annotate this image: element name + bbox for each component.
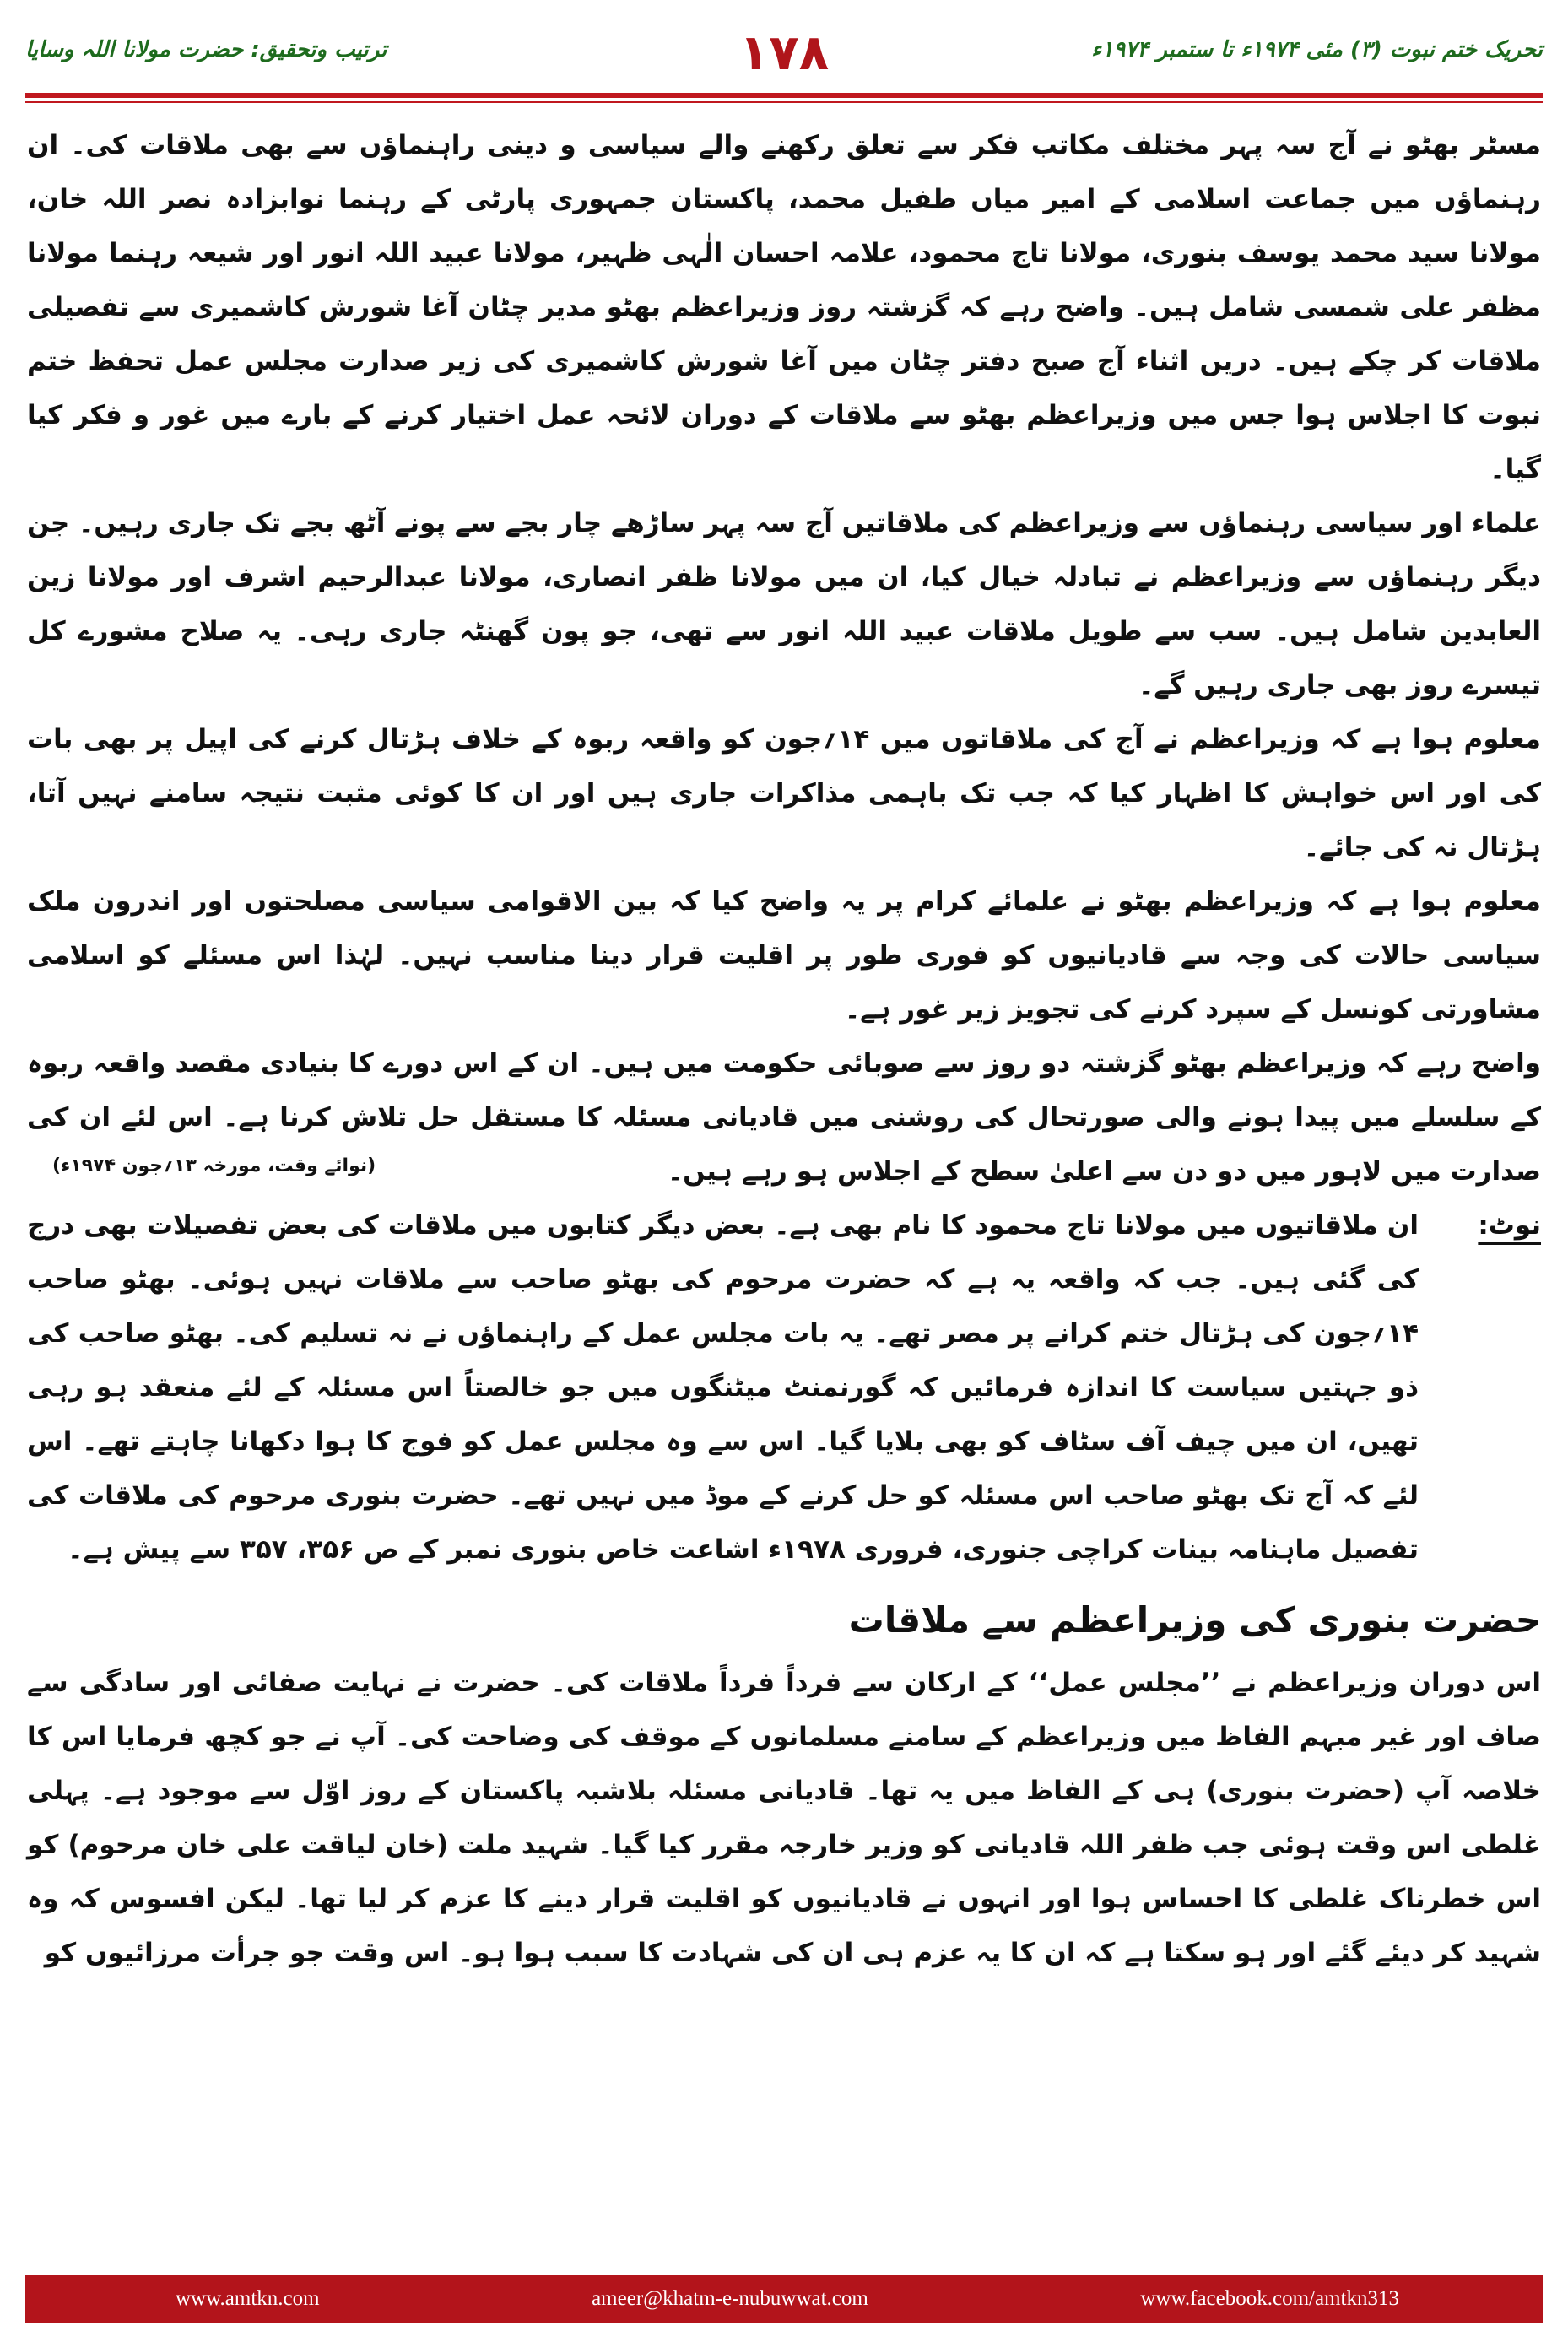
paragraph-3: معلوم ہوا ہے کہ وزیراعظم نے آج کی ملاقاتوں میں ۱۴؍جون کو واقعہ ربوہ کے خلاف ہڑتال کرنے کی اپیل پر بھی بات کی اور اس خواہش کا اظہار کیا کہ جب تک باہمی مذاکرات جاری ہیں اور ان کا کوئی مثبت نتیجہ سامنے نہیں آتا، ہڑتال نہ کی جائے۔ [27, 724, 1541, 863]
compiler-credit: ترتیب وتحقیق: حضرت مولانا اللہ وسایا [25, 37, 387, 62]
section-heading: حضرت بنوری کی وزیراعظم سے ملاقات [848, 1599, 1541, 1641]
page-content [27, 118, 1541, 1980]
page-number: ۱۷۸ [738, 24, 830, 81]
website-link[interactable]: www.amtkn.com [176, 2287, 320, 2310]
page-footer [25, 2275, 1543, 2323]
note-text: ان ملاقاتیوں میں مولانا تاج محمود کا نام بھی ہے۔ بعض دیگر کتابوں میں ملاقات کی بعض تفصیلات بھی درج کی گئی ہیں۔ جب کہ واقعہ یہ ہے کہ حضرت مرحوم کی بھٹو صاحب سے ملاقات نہیں ہوئی۔ بھٹو صاحب ۱۴؍جون کی ہڑتال ختم کرانے پر مصر تھے۔ یہ بات مجلس عمل کے راہنماؤں نے نہ تسلیم کی۔ بھٹو صاحب کی ذو جہتیں سیاست کا اندازہ فرمائیں کہ گورنمنٹ میٹنگوں میں جو خالصتاً اس مسئلہ کے لئے منعقد ہو رہی تھیں، ان میں چیف آف سٹاف کو بھی بلایا گیا۔ اس سے وہ مجلس عمل کو فوج کا ہوا دکھانا چاہتے تھے۔ اس لئے کہ آج تک بھٹو صاحب اس مسئلہ کو حل کرنے کے موڈ میں نہیں تھے۔ حضرت بنوری مرحوم کی ملاقات کی تفصیل ماہنامہ بینات کراچی جنوری، فروری ۱۹۷۸ء اشاعت خاص بنوری نمبر کے ص ۳۵۶، ۳۵۷ سے پیش ہے۔ [27, 1210, 1419, 1565]
note-label: نوٹ: [1478, 1210, 1541, 1241]
paragraph-2: علماء اور سیاسی رہنماؤں سے وزیراعظم کی ملاقاتیں آج سہ پہر ساڑھے چار بجے سے پونے آٹھ بجے تک جاری رہیں۔ جن دیگر رہنماؤں سے وزیراعظم نے تبادلہ خیال کیا، ان میں مولانا ظفر انصاری، مولانا عبدالرحیم اشرف اور مولانا زین العابدین شامل ہیں۔ سب سے طویل ملاقات عبید اللہ انور سے تھی، جو پون گھنٹہ جاری رہی۔ یہ صلاح مشورے کل تیسرے روز بھی جاری رہیں گے۔ [27, 508, 1541, 700]
header-divider [25, 93, 1543, 98]
paragraph-5: واضح رہے کہ وزیراعظم بھٹو گزشتہ دو روز سے صوبائی حکومت میں ہیں۔ ان کے اس دورے کا بنیادی مقصد واقعہ ربوہ کے سلسلے میں پیدا ہونے والی صورتحال کی روشنی میں قادیانی مسئلہ کا مستقل حل تلاش کرنا ہے۔ اس لئے ان کی صدارت میں لاہور میں دو دن سے اعلیٰ سطح کے اجلاس ہو رہے ہیں۔ [27, 1048, 1541, 1187]
section-paragraph: اس دوران وزیراعظم نے ’’مجلس عمل‘‘ کے ارکان سے فرداً فرداً ملاقات کی۔ حضرت نے نہایت صفائی اور سادگی سے صاف اور غیر مبہم الفاظ میں وزیراعظم کے سامنے مسلمانوں کے موقف کی وضاحت کی۔ آپ نے جو کچھ فرمایا اس کا خلاصہ آپ (حضرت بنوری) ہی کے الفاظ میں یہ تھا۔ قادیانی مسئلہ بلاشبہ پاکستان کے روز اوّل سے موجود ہے۔ پہلی غلطی اس وقت ہوئی جب ظفر اللہ قادیانی کو وزیر خارجہ مقرر کیا گیا۔ شہید ملت (خان لیاقت علی خان مرحوم) کو اس خطرناک غلطی کا احساس ہوا اور انہوں نے قادیانیوں کو اقلیت قرار دینے کا عزم کر لیا تھا۔ لیکن افسوس کہ وہ شہید کر دیئے گئے اور ہو سکتا ہے کہ ان کا یہ عزم ہی ان کی شہادت کا سبب ہوا ہو۔ اس وقت جو جرأت مرزائیوں کو [27, 1668, 1541, 1968]
paragraph-5-block [27, 1036, 1541, 1198]
email-link[interactable]: ameer@khatm-e-nubuwwat.com [592, 2287, 868, 2310]
paragraph-1: مسٹر بھٹو نے آج سہ پہر مختلف مکاتب فکر سے تعلق رکھنے والے سیاسی و دینی راہنماؤں سے بھی ملاقات کی۔ ان رہنماؤں میں جماعت اسلامی کے امیر میاں طفیل محمد، پاکستان جمہوری پارٹی کے رہنما نوابزادہ نصر اللہ خان، مولانا سید محمد یوسف بنوری، مولانا تاج محمود، علامہ احسان الٰہی ظہیر، مولانا عبید اللہ انور اور شیعہ رہنما مولانا مظفر علی شمسی شامل ہیں۔ واضح رہے کہ گزشتہ روز وزیراعظم بھٹو مدیر چٹان آغا شورش کاشمیری سے تفصیلی ملاقات کر چکے ہیں۔ دریں اثناء آج صبح دفتر چٹان میں آغا شورش کاشمیری کی زیر صدارت مجلس عمل تحفظ ختم نبوت کا اجلاس ہوا جس میں وزیراعظم بھٹو سے ملاقات کے دوران لائحہ عمل اختیار کرنے کے بارے میں غور و فکر کیا گیا۔ [27, 130, 1541, 484]
header-divider-thin [25, 101, 1543, 103]
paragraph-4: معلوم ہوا ہے کہ وزیراعظم بھٹو نے علمائے کرام پر یہ واضح کیا کہ بین الاقوامی سیاسی مصلحتوں اور اندرون ملک سیاسی حالات کی وجہ سے قادیانیوں کو فوری طور پر اقلیت قرار دینا مناسب نہیں۔ لہٰذا اس مسئلے کو اسلامی مشاورتی کونسل کے سپرد کرنے کی تجویز زیر غور ہے۔ [27, 886, 1541, 1025]
note-block [27, 1198, 1541, 1577]
source-reference: (نوائے وقت، مورخہ ۱۳؍جون ۱۹۷۴ء) [52, 1155, 376, 1176]
book-title: تحریک ختم نبوت (۳) مئی ۱۹۷۴ء تا ستمبر ۱۹۷۴ء [1091, 37, 1543, 62]
facebook-link[interactable]: www.facebook.com/amtkn313 [1140, 2287, 1399, 2310]
page-header [25, 19, 1543, 96]
